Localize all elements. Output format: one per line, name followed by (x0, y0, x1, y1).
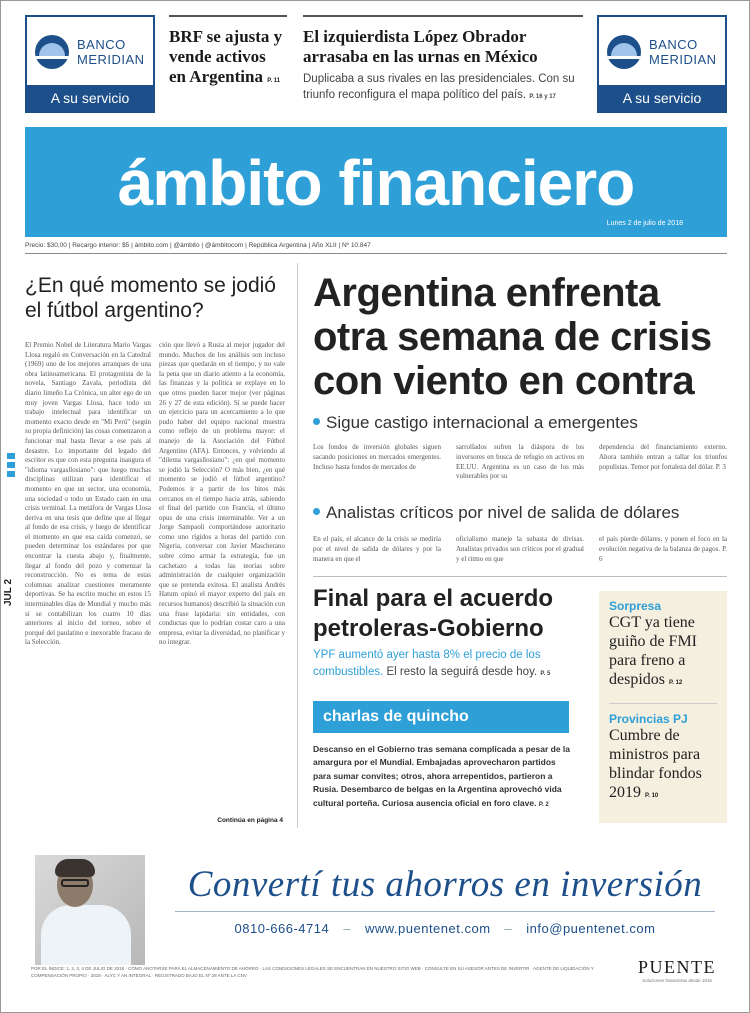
top-story-right-headline: El izquierdista López Obrador arrasaba en las urnas en México (303, 27, 538, 66)
ad-slogan: Convertí tus ahorros en inversión (187, 864, 703, 905)
column-divider (297, 263, 298, 828)
bank-ad-right[interactable] (597, 15, 727, 113)
top-story-right[interactable] (303, 15, 583, 105)
bank-emblem-icon (607, 35, 641, 69)
page-ref: P. 11 (267, 78, 281, 84)
masthead-logo: ámbito financiero (117, 147, 635, 219)
main-text-3: dependencia del financiamiento externo. Ahora también entran a tallar los triunfos populistas. Temor por fortaleza del dólar. P. 3 (599, 443, 727, 471)
column-body-2: ción que llevó a Rusia al mejor jugador del mundo. Muchos de los análisis son incluso piezas que quedarán en el tiempo, y no vale la pena que un diario atiento a la economía, las finanzas y la política se explaye en lo que otros pueden hacer mejor (ver páginas 26 y 27 de esta edición). Sí se puede hacer un ejercicio para un acercamiento a lo que pudo haber del equipo nacional muestra como reflejo de un problema mayor: el manejo de la Asociación del Fútbol Argentino (AFA). Entonces, y volviendo al "dilema vargasllosiano": ¿en qué momento se jodió la Selección? O más bien, ¿en qué momento se jodió el fútbol argentino? Podemos ir a partir de los hitos más cercanos en el tiempo hacia atrás, sabiendo el final del partido con Francia, el último opus de una crisis interminable. Ver a un Jorge Sampaoli comportándose autoritario como uno rígidos a horas del partido con Nigeria, conversar con Javier Mascherano sobre cómo armar la estrategia, fue un cachetazo a todas las teorías sobre administración de cualquier organización que se pretenda exitosa. El analista Andrés Hatum opinó el mayor experto del país en recursos humanos) describió la situación con una frase lapidaria: sin entidades, con conductas que lo podrían costar caro a una empresa, evitar la diversidad, no planificar y no integrar. (159, 341, 285, 647)
ad-website[interactable]: www.puentenet.com (364, 921, 491, 936)
secondary-headline[interactable]: Final para el acuerdo petroleras-Gobierno (313, 585, 554, 642)
section-divider (313, 576, 727, 577)
main-headline[interactable]: Argentina enfrenta otra semana de crisis con viento en contra (313, 271, 712, 403)
top-story-right-summary: Duplicaba a sus rivales en las presidenciales. Con su triunfo reconfigura el mapa político del país. (303, 73, 575, 101)
ad-legal-footer: POR EL ÍNDICE: 1, 2, 3, 4 DE JULIO DE 2018 · CÓMO ANOTARSE PARA EL ALMACENAMIENTO DE AHORRO · LAS CONDICIONES LEGALES SE ENCUENTRAN EN NUESTRO SITIO WEB · CONSULTE EN SU ASESOR ANTES DE INVERTIR · AGENTE DE LIQUIDACIÓN Y COMPENSACIÓN PROPIO · 2018 · ALYC Y AN INTEGRAL · REGISTRADO BAJO EL Nº 28 ANTE LA CNV (31, 966, 594, 978)
top-story-left-headline: BRF se ajusta y vende activos en Argentina (169, 27, 283, 86)
ad-email[interactable]: info@puentenet.com (526, 921, 656, 936)
briefs-box (599, 591, 727, 823)
column-headline[interactable]: ¿En qué momento se jodió el fútbol argentino? (25, 274, 276, 322)
edition-date: Lunes 2 de julio de 2018 (606, 220, 683, 227)
bottom-ad[interactable] (25, 851, 727, 961)
ad-contacts: 0810-666-4714 – www.puentenet.com – info@puentenet.com (234, 921, 656, 936)
quincho-text: Descanso en el Gobierno tras semana complicada a pesar de la amargura por el Mundial. Embajadas aprovecharon partidos para sumar convites; otros, ahora arrepentidos, partieron a Rusia. Desembarco de belgas en la Argentina aprovechó vida cultural porteña. Curiosa ausencia oficial en foro clave. P. 2 (313, 744, 570, 808)
main-bullet-2: Analistas críticos por nivel de salida de dólares (313, 503, 679, 523)
ad-phone[interactable]: 0810-666-4714 (234, 921, 330, 936)
ad-brand-sub: Soluciones financieras desde 1915 (642, 978, 712, 983)
page-ref: P. 16 y 17 (529, 94, 556, 100)
edition-info-bar: Precio: $30,00 | Recargo interior: $5 | ámbito.com | @ámbito | @ámbitocom | República Argentina | Año XLII | Nº 10.847 (25, 242, 727, 254)
bank-logo (607, 27, 719, 77)
side-marker (7, 453, 17, 480)
top-story-left[interactable] (169, 15, 287, 91)
brief-kicker-2: Provincias PJ (609, 712, 688, 726)
main-text-5: oficialismo maneje la subasta de divisas. Analistas privados son críticos por el gradual y el ritmo en que (456, 535, 584, 563)
bank-tagline: A su servicio (599, 85, 725, 111)
main-text-4: En el país, el alcance de la crisis se mediría por el nivel de salida de dólares y por la manera en que el (313, 535, 441, 563)
bank-name: BANCO MERIDIAN (77, 37, 145, 67)
main-text-1: Los fondos de inversión globales siguen sacando posiciones en mercados emergentes. Incluso hasta fondos de mercados de (313, 443, 441, 471)
main-bullet-1: Sigue castigo internacional a emergentes (313, 413, 638, 433)
brief-kicker-1: Sorpresa (609, 599, 662, 613)
brief-headline-1[interactable]: CGT ya tiene guiño de FMI para freno a despidos P. 12 (609, 614, 697, 688)
quincho-section-title[interactable]: charlas de quincho (313, 701, 569, 733)
brief-divider (609, 703, 717, 704)
bullet-dot-icon (313, 508, 320, 515)
side-date-label: JUL 2 (3, 578, 14, 606)
masthead (25, 127, 727, 237)
column-body-1: El Premio Nobel de Literatura Mario Vargas Llosa regaló en Conversación en la Catedral (1969) uno de los mejores arranques de una obra latinoamericana. El protagonista de la novela, Santiago Zavala, periodista del diario limeño La Crónica, un alter ego de un muy joven Vargas Llosa, hace todo un trabajo intelectual para identificar un momento exacto desde en "Mi Perú" (según su propia definición) las cosas comenzaron a funcionar mal hasta llevar a ese país al desastre. Lo importante del legado del escritor es que con esta pregunta inaugura el "idioma vargasllosiano": que luego muchas disciplinas utilizan para identificar el momento en que un sector, una economía, una sociedad o todo un Estado caen en una crisis terminal. La metáfora de Vargas Llosa deriva en una tesis que define que al llegar al fondo de esa crisis, y luego de identificar el momento en que esa caída comenzó, se pueden determinar los estándares por que encontrar la cuesta abajo y, finalmente, llegar al fondo del pozo y comenzar la reconstrucción. No es tema de estas columnas analizar cuestiones meramente deportivas. Se ha escrito mucho en estos 15 interminables días de Mundial y mucho más sí se contabilizan los cuatro 10 días anteriores al inicio del torneo, sobre el porqué del paulatino e inexorable fracaso de la Selección. (25, 341, 151, 647)
ad-brand-logo: PUENTE (638, 957, 716, 977)
secondary-summary: YPF aumentó ayer hasta 8% el precio de los combustibles. El resto la seguirá desde hoy. P. 5 (313, 649, 551, 678)
brief-headline-2[interactable]: Cumbre de ministros para blindar fondos 2019 P. 10 (609, 727, 702, 801)
bank-name: BANCO MERIDIAN (649, 37, 717, 67)
bank-ad-left[interactable] (25, 15, 155, 113)
continues-link[interactable]: Continúa en página 4 (217, 817, 283, 824)
bank-tagline: A su servicio (27, 85, 153, 111)
ad-person-photo (35, 855, 145, 965)
main-text-6: el país pierde dólares, y ponen el foco en la evolución negativa de la balanza de pagos. P. 6 (599, 535, 727, 563)
bank-logo (35, 27, 147, 77)
main-text-2: sarrollados sufren la diáspora de los inversores en busca de refugio en activos en EE.UU. Argentina es un caso de los más vulnerables por su (456, 443, 584, 481)
bullet-dot-icon (313, 418, 320, 425)
ad-rule (175, 911, 715, 912)
bank-emblem-icon (35, 35, 69, 69)
